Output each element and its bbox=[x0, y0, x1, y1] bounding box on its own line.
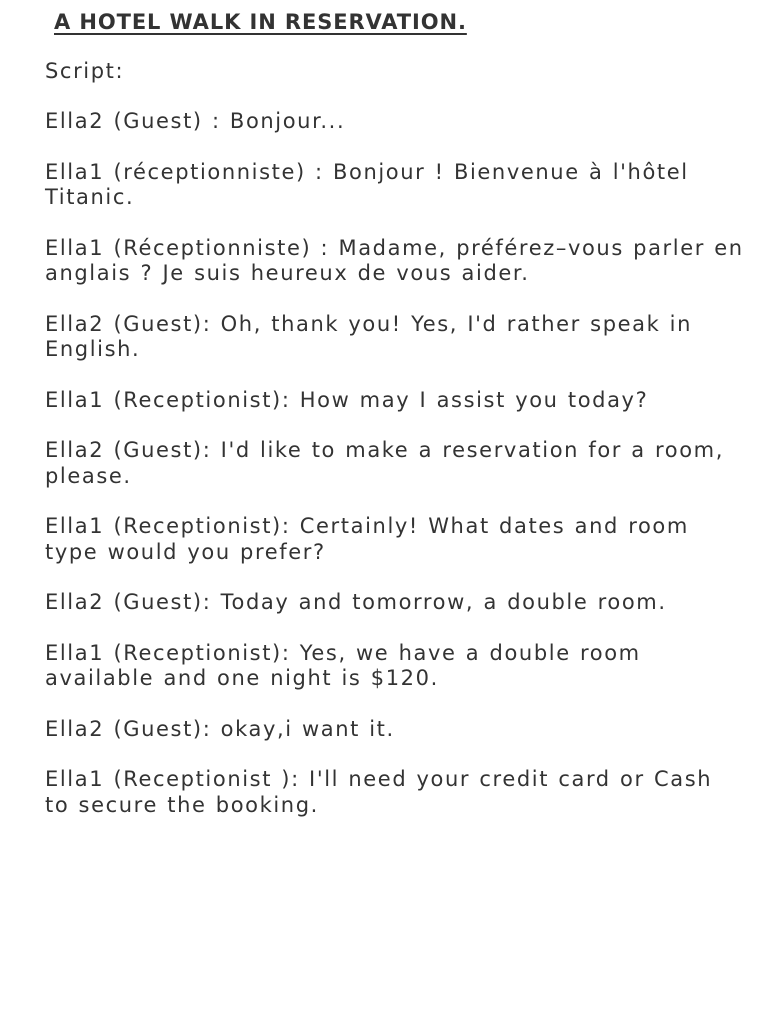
dialogue-line: Ella2 (Guest): Oh, thank you! Yes, I'd rather speak in English. bbox=[45, 311, 693, 361]
dialogue-line: Ella1 (Receptionist ): I'll need your credit card or Cash to secure the booking. bbox=[45, 767, 713, 817]
dialogue-line: Ella1 (Réceptionniste) : Madame, préférez–vous parler en anglais ? Je suis heureux de vous aider. bbox=[45, 235, 744, 285]
dialogue-line: Ella1 (réceptionniste) : Bonjour ! Bienvenue à l'hôtel Titanic. bbox=[45, 159, 689, 209]
dialogue-line: Ella2 (Guest): I'd like to make a reservation for a room, please. bbox=[45, 438, 725, 488]
dialogue-lines bbox=[45, 109, 744, 818]
dialogue-line: Ella1 (Receptionist): Yes, we have a double room available and one night is $120. bbox=[45, 640, 641, 690]
dialogue-line: Ella1 (Receptionist): How may I assist you today? bbox=[45, 387, 649, 412]
dialogue-line: Ella1 (Receptionist): Certainly! What dates and room type would you prefer? bbox=[45, 514, 689, 564]
script-label: Script: bbox=[45, 59, 125, 83]
dialogue-line: Ella2 (Guest): Today and tomorrow, a double room. bbox=[45, 590, 667, 614]
dialogue-line: Ella2 (Guest) : Bonjour... bbox=[45, 109, 346, 133]
dialogue-line: Ella2 (Guest): okay,i want it. bbox=[45, 716, 395, 741]
document-title: A HOTEL WALK IN RESERVATION. bbox=[54, 10, 467, 34]
